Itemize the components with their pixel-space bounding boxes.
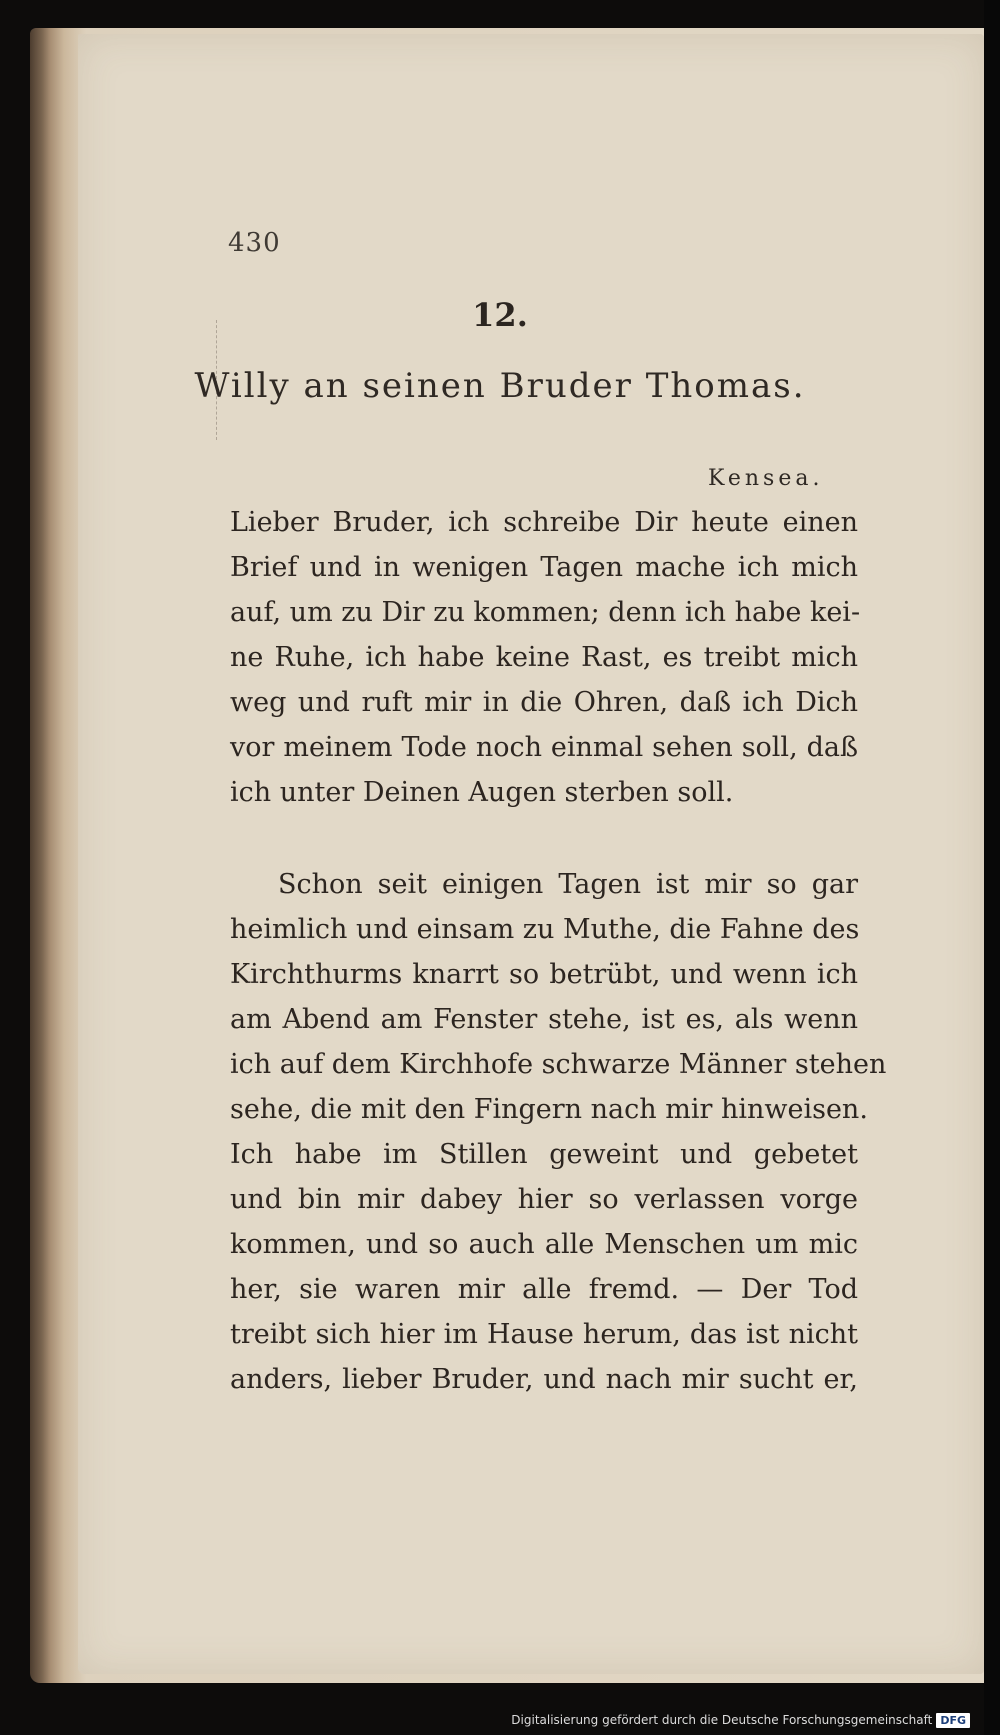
scan-border xyxy=(984,0,1000,1735)
chapter-number: 12. xyxy=(472,296,528,334)
dfg-logo: DFG xyxy=(936,1713,970,1728)
text-line: weg und ruft mir in die Ohren, daß ich Dich xyxy=(230,687,858,718)
digitization-credit xyxy=(511,1709,970,1731)
text-line: treibt sich hier im Hause herum, das ist nicht xyxy=(230,1319,858,1350)
text-line: Lieber Bruder, ich schreibe Dir heute einen xyxy=(230,507,858,538)
paragraph-1 xyxy=(230,500,861,815)
text-line: und bin mir dabey hier so verlassen vorge xyxy=(230,1184,858,1215)
text-line: vor meinem Tode noch einmal sehen soll, daß xyxy=(230,732,858,763)
book-page xyxy=(78,34,984,1674)
text-line: kommen, und so auch alle Menschen um mic xyxy=(230,1229,858,1260)
credit-text: Digitalisierung gefördert durch die Deutsche Forschungsgemeinschaft xyxy=(511,1713,933,1727)
text-line: her, sie waren mir alle fremd. — Der Tod xyxy=(230,1274,858,1305)
text-line: Ich habe im Stillen geweint und gebetet xyxy=(230,1139,858,1170)
page-number: 430 xyxy=(228,228,281,258)
text-line: ich unter Deinen Augen sterben soll. xyxy=(230,777,734,808)
letter-place: Kensea. xyxy=(708,466,824,491)
letter-title: Willy an seinen Bruder Thomas. xyxy=(194,366,806,406)
text-line: auf, um zu Dir zu kommen; denn ich habe kei- xyxy=(230,597,861,628)
paragraph-2 xyxy=(230,862,887,1402)
text-line: ne Ruhe, ich habe keine Rast, es treibt mich xyxy=(230,642,858,673)
text-line: Brief und in wenigen Tagen mache ich mich xyxy=(230,552,858,583)
text-line: anders, lieber Bruder, und nach mir sucht er, xyxy=(230,1364,858,1395)
text-line: Kirchthurms knarrt so betrübt, und wenn ich xyxy=(230,959,858,990)
text-line: Schon seit einigen Tagen ist mir so gar xyxy=(278,869,858,900)
text-line: am Abend am Fenster stehe, ist es, als wenn xyxy=(230,1004,858,1035)
text-line: ich auf dem Kirchhofe schwarze Männer stehen xyxy=(230,1049,887,1080)
text-line: sehe, die mit den Fingern nach mir hinweisen. xyxy=(230,1094,868,1125)
text-line: heimlich und einsam zu Muthe, die Fahne des xyxy=(230,914,860,945)
